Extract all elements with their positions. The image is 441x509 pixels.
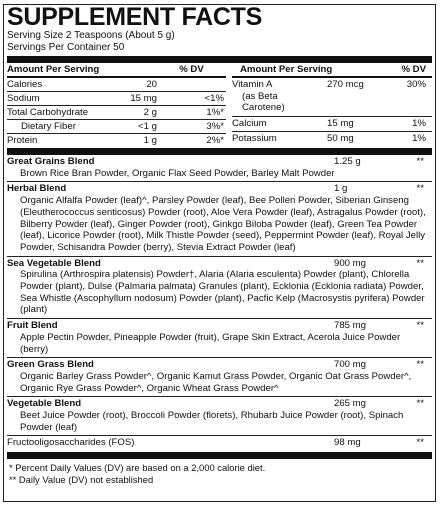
serving-size: Serving Size 2 Teaspoons (About 5 g) bbox=[7, 30, 175, 41]
footnote-percent-dv: * Percent Daily Values (DV) are based on a 2,000 calorie diet. bbox=[9, 462, 266, 474]
blend-great-grains: Great Grains Blend 1.25 g ** Brown Rice Bran Powder, Organic Flax Seed Powder, Barley Malt Powder bbox=[7, 156, 424, 179]
blend-green-grass: Green Grass Blend 700 mg ** Organic Barley Grass Powder^, Organic Kamut Grass Powder, Organic Oat Grass Powder^, Organic Rye Grass Powder^, Organic Wheat Grass Powder^ bbox=[7, 359, 424, 394]
nutrient-columns bbox=[7, 63, 432, 147]
footnote-dv-not-established: ** Daily Value (DV) not established bbox=[9, 473, 154, 485]
nutrient-row-calcium: Calcium 15 mg 1% bbox=[232, 118, 426, 130]
supplement-facts-panel bbox=[3, 4, 436, 502]
left-header-dv: % DV bbox=[179, 63, 204, 75]
nutrient-row-carbohydrate: Total Carbohydrate 2 g 1%* bbox=[7, 106, 224, 118]
nutrient-row-sodium: Sodium 15 mg <1% bbox=[7, 92, 224, 104]
left-column bbox=[7, 63, 226, 147]
fos-row: Fructooligosaccharides (FOS) 98 mg ** bbox=[7, 437, 424, 449]
blend-vegetable: Vegetable Blend 265 mg ** Beet Juice Powder (root), Broccoli Powder (florets), Rhubarb Juice Powder (root), Spinach Powder (leaf) bbox=[7, 398, 424, 433]
left-header-amount: Amount Per Serving bbox=[7, 63, 100, 75]
nutrient-row-protein: Protein 1 g 2%* bbox=[7, 134, 224, 146]
panel-title: SUPPLEMENT FACTS bbox=[7, 3, 262, 31]
nutrient-row-potassium: Potassium 50 mg 1% bbox=[232, 133, 426, 145]
nutrient-row-fiber: Dietary Fiber <1 g 3%* bbox=[21, 120, 224, 132]
right-header-dv: % DV bbox=[401, 63, 426, 75]
thick-divider bbox=[7, 452, 432, 459]
blend-herbal: Herbal Blend 1 g ** Organic Alfalfa Powder (leaf)^, Parsley Powder (leaf), Bee Pollen Powder, Siberian Ginseng (Eleutherococcus senticosus) Powder (root), Aloe Vera Powder (leaf), Astragalus Powder (root), Bilberry Powder (leaf), Ginger Powder (root), Ginkgo Biloba Powder (leaf), Green Tea Powder (leaf), Licorice Powder (root), Milk Thistle Powder (seed), Peppermint Powder (leaf), Royal Jelly Powder, Schisandra Powder (berry), Stevia Extract Powder (leaf) bbox=[7, 183, 426, 253]
nutrient-row-vitamin-a: Vitamin A (as Beta Carotene) 270 mcg 30% bbox=[232, 79, 426, 114]
thick-divider bbox=[7, 148, 432, 155]
blend-sea-vegetable: Sea Vegetable Blend 900 mg ** Spirulina (Arthrospira platensis) Powder†, Alaria (Alaria esculenta) Powder (plant), Chlorella Powder (plant), Dulse (Palmaria palmata) Granules (plant), Ecklonia (Ecklonia radiata) Powder, Sea Whistle (Ascophyllum nodosum) Powder (plant), Pacfic Kelp (Macrosystis pyrifera) Powder (plant) bbox=[7, 257, 425, 316]
blend-fruit: Fruit Blend 785 mg ** Apple Pectin Powder, Pineapple Powder (fruit), Grape Skin Extract, Acerola Juice Powder (berry) bbox=[7, 320, 424, 355]
right-header-amount: Amount Per Serving bbox=[240, 63, 333, 75]
nutrient-row-calories: Calories 20 bbox=[7, 78, 157, 90]
thick-divider bbox=[7, 56, 432, 63]
right-header bbox=[232, 63, 432, 76]
left-header bbox=[7, 63, 226, 76]
right-column bbox=[226, 63, 432, 147]
servings-per-container: Servings Per Container 50 bbox=[7, 42, 125, 53]
